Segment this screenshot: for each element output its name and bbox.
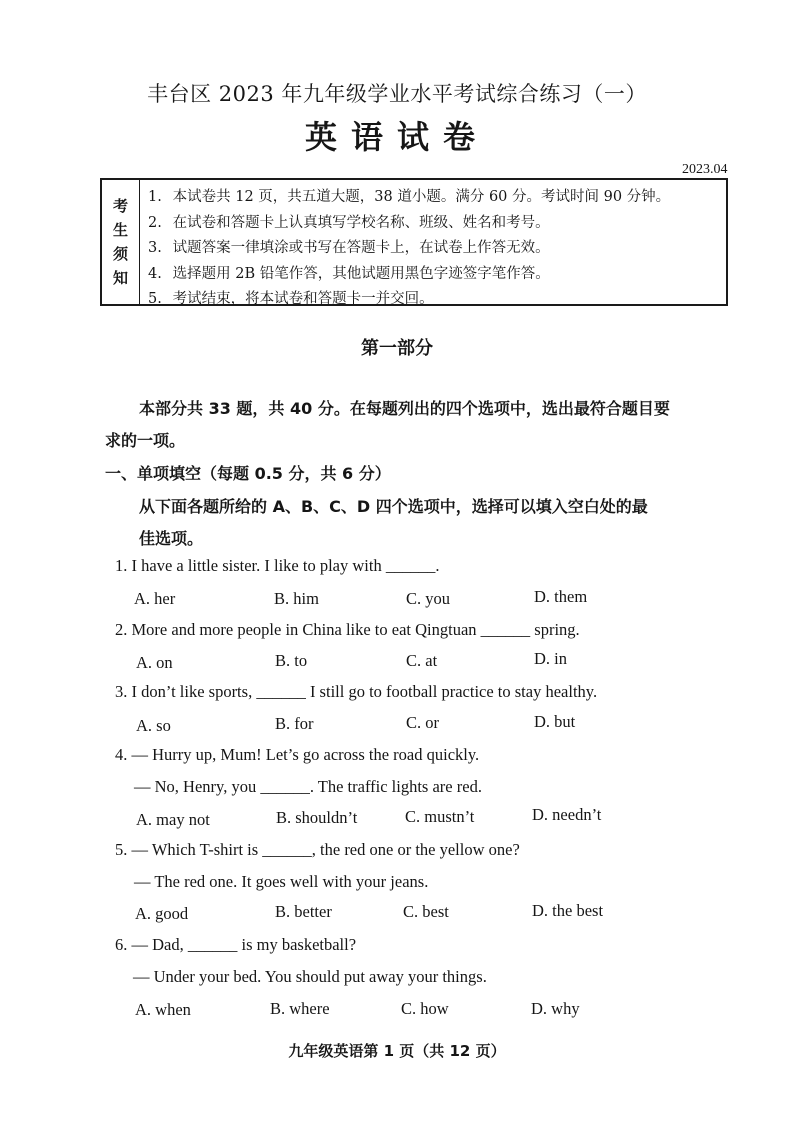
notice-item-text: 本试卷共 12 页，共五道大题，38 道小题。满分 60 分。考试时间 90 分钟。: [172, 189, 671, 205]
notice-item-number: 1.: [148, 189, 162, 205]
notice-item: [148, 185, 670, 211]
notice-item: [148, 236, 670, 262]
option-b: B. him: [274, 589, 319, 608]
option-b: B. shouldn’t: [276, 808, 358, 827]
option-b: B. to: [275, 651, 308, 670]
notice-heading-char: 知: [112, 269, 128, 287]
part-intro-line: 求的一项。: [105, 431, 186, 450]
option-d: D. why: [531, 999, 580, 1018]
notice-item-number: 4.: [148, 265, 162, 282]
subject-title: 英语试卷: [304, 118, 489, 156]
option-c: C. how: [401, 999, 449, 1018]
section-instruction-line: 从下面各题所给的 A、B、C、D 四个选项中，选择可以填入空白处的最: [139, 497, 648, 516]
option-a: A. her: [134, 589, 176, 608]
option-d: D. in: [534, 649, 567, 668]
part-intro-line: 本部分共 33 题，共 40 分。在每题列出的四个选项中，选出最符合题目要: [139, 399, 670, 418]
exam-title: 丰台区 2023 年九年级学业水平考试综合练习（一）: [147, 82, 647, 106]
notice-item-text: 试题答案一律填涂或书写在答题卡上，在试卷上作答无效。: [172, 240, 550, 256]
question-dialogue-line: — No, Henry, you ______. The traffic lights are red.: [134, 777, 482, 796]
option-b: B. where: [270, 999, 330, 1018]
question-dialogue-line: — Under your bed. You should put away your things.: [133, 967, 487, 986]
notice-item-number: 5.: [148, 291, 162, 307]
notice-item-text: 选择题用 2B 铅笔作答，其他试题用黑色字迹签字笔作答。: [172, 265, 550, 282]
option-c: C. mustn’t: [405, 807, 475, 826]
question-stem: 6. — Dad, ______ is my basketball?: [115, 935, 357, 954]
option-c: C. you: [406, 589, 451, 608]
notice-heading-char: 生: [112, 221, 128, 239]
option-d: D. the best: [532, 901, 604, 920]
notice-item-number: 2.: [148, 214, 162, 231]
option-a: A. on: [136, 653, 173, 672]
question-stem: 3. I don’t like sports, ______ I still go to football practice to stay healthy.: [115, 682, 598, 701]
option-a: A. may not: [136, 810, 210, 829]
option-b: B. for: [275, 714, 314, 733]
notice-item-text: 考试结束，将本试卷和答题卡一并交回。: [172, 291, 434, 307]
notice-item: [148, 211, 670, 237]
notice-heading-char: 考: [112, 197, 128, 215]
notice-item: [148, 287, 670, 313]
notice-heading-char: 须: [112, 245, 128, 263]
section-title: 一、单项填空（每题 0.5 分，共 6 分）: [105, 464, 391, 483]
question-stem: 4. — Hurry up, Mum! Let’s go across the road quickly.: [115, 745, 480, 764]
option-d: D. but: [534, 712, 576, 731]
option-a: A. so: [136, 716, 171, 735]
option-c: C. best: [403, 902, 449, 921]
option-a: A. when: [135, 1000, 191, 1019]
option-b: B. better: [275, 902, 332, 921]
notice-item-text: 在试卷和答题卡上认真填写学校名称、班级、姓名和考号。: [172, 214, 550, 231]
part-title: 第一部分: [361, 338, 433, 359]
question-stem: 1. I have a little sister. I like to play with ______.: [115, 556, 440, 575]
question-stem: 5. — Which T-shirt is ______, the red one or the yellow one?: [115, 840, 520, 859]
question-dialogue-line: — The red one. It goes well with your jeans.: [134, 872, 429, 891]
candidate-notice-box: [100, 178, 728, 306]
section-instruction-line: 佳选项。: [139, 529, 204, 548]
exam-date: 2023.04: [682, 162, 728, 177]
notice-item-number: 3.: [148, 240, 162, 256]
notice-heading: [102, 180, 140, 304]
option-c: C. at: [406, 651, 438, 670]
notice-item: [148, 262, 670, 288]
option-a: A. good: [135, 904, 189, 923]
notice-list: [148, 185, 670, 313]
option-c: C. or: [406, 713, 439, 732]
page-footer: 九年级英语第 1 页（共 12 页）: [288, 1042, 506, 1060]
option-d: D. needn’t: [532, 805, 602, 824]
option-d: D. them: [534, 587, 588, 606]
question-stem: 2. More and more people in China like to eat Qingtuan ______ spring.: [115, 620, 580, 639]
